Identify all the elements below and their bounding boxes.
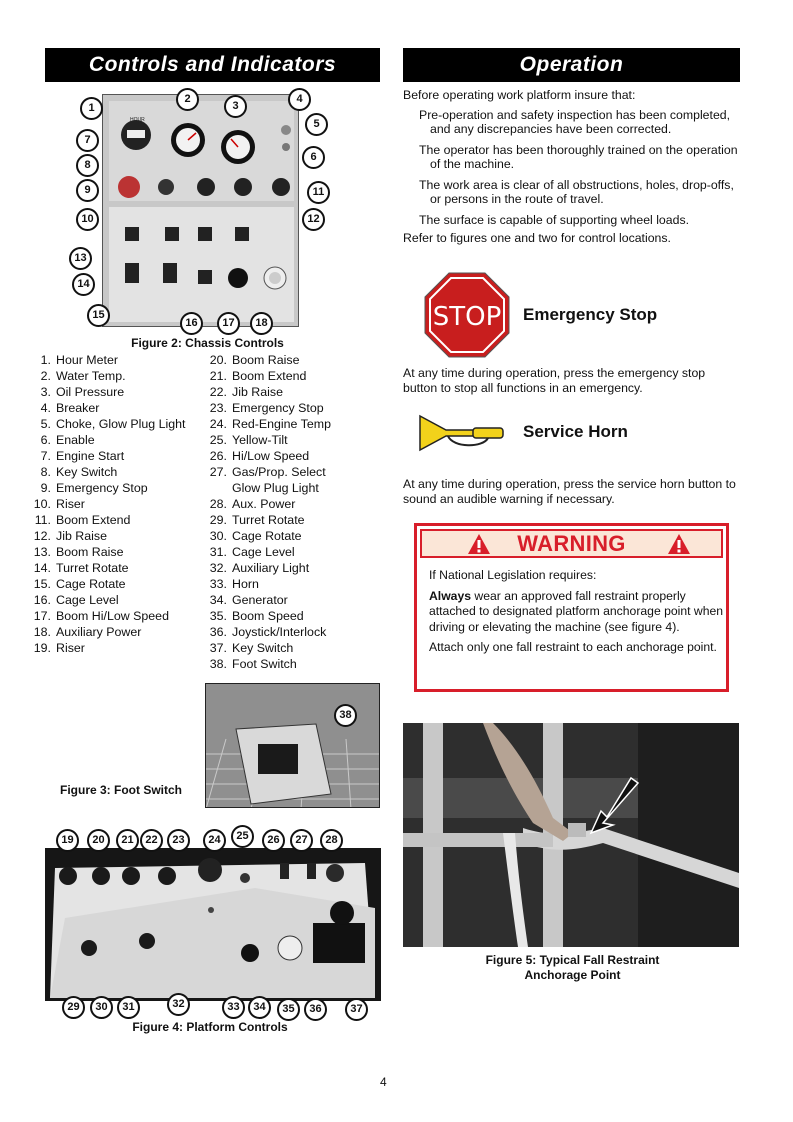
service-horn-text: At any time during operation, press the service horn button to sound an audible warning if necessary. — [403, 477, 736, 506]
page-number: 4 — [380, 1075, 387, 1089]
legend-label: Choke, Glow Plug Light — [56, 417, 186, 431]
legend-label: Generator — [232, 593, 288, 607]
legend-number: 9. — [40, 481, 51, 495]
callout-22: 22 — [140, 829, 163, 852]
legend-label: Riser — [56, 641, 85, 655]
callout-8: 8 — [76, 154, 99, 177]
callout-29: 29 — [62, 996, 85, 1019]
callout-27: 27 — [290, 829, 313, 852]
legend-label: Cage Level — [56, 593, 119, 607]
legend-number: 10. — [33, 497, 51, 511]
callout-4: 4 — [288, 88, 311, 111]
legend-number: 2. — [40, 369, 51, 383]
legend-item — [30, 544, 220, 560]
legend-number: 28. — [209, 497, 227, 511]
legend-label: Cage Rotate — [232, 529, 302, 543]
callout-30: 30 — [90, 996, 113, 1019]
legend-number: 24. — [209, 417, 227, 431]
operation-bullet-1: Pre-operation and safety inspection has been completed, and any discrepancies have been corrected. — [419, 107, 731, 136]
legend-item — [206, 368, 386, 384]
legend-item — [206, 512, 386, 528]
legend-number: 17. — [33, 609, 51, 623]
legend-label: Auxiliary Power — [56, 625, 142, 639]
figure4-caption: Figure 4: Platform Controls — [132, 1020, 288, 1034]
callout-13: 13 — [69, 247, 92, 270]
legend-item — [30, 432, 220, 448]
legend-label: Foot Switch — [232, 657, 297, 671]
legend-item — [206, 400, 386, 416]
legend-number: 12. — [33, 529, 51, 543]
legend-item — [30, 480, 220, 496]
legend-item — [30, 512, 220, 528]
legend-label: Glow Plug Light — [232, 481, 319, 495]
chassis-panel-drawing — [103, 95, 299, 327]
legend-label: Yellow-Tilt — [232, 433, 288, 447]
legend-item — [30, 464, 220, 480]
legend-number: 3. — [40, 385, 51, 399]
legend-number: 35. — [209, 609, 227, 623]
legend-label: Auxiliary Light — [232, 561, 310, 575]
callout-18: 18 — [250, 312, 273, 335]
callout-21: 21 — [116, 829, 139, 852]
legend-item — [206, 656, 386, 672]
callout-2: 2 — [176, 88, 199, 111]
legend-number: 16. — [33, 593, 51, 607]
callout-37: 37 — [345, 998, 368, 1021]
legend-label: Boom Raise — [232, 353, 300, 367]
platform-controls-photo — [45, 848, 381, 1001]
callout-35: 35 — [277, 998, 300, 1021]
callout-23: 23 — [167, 829, 190, 852]
legend-number — [206, 480, 232, 496]
legend-number: 26. — [209, 449, 227, 463]
legend-number: 18. — [33, 625, 51, 639]
operation-intro: Before operating work platform insure that: — [403, 88, 636, 102]
legend-number: 14. — [33, 561, 51, 575]
legend-label: Horn — [232, 577, 259, 591]
callout-28: 28 — [320, 829, 343, 852]
legend-number: 22. — [209, 385, 227, 399]
legend-item — [30, 608, 220, 624]
legend-item — [206, 576, 386, 592]
legend-item — [206, 592, 386, 608]
callout-19: 19 — [56, 829, 79, 852]
callout-1: 1 — [80, 97, 103, 120]
section-title-operation: Operation — [403, 48, 740, 82]
legend-number: 34. — [209, 593, 227, 607]
legend-number: 37. — [209, 641, 227, 655]
legend-item — [206, 448, 386, 464]
legend-label: Cage Rotate — [56, 577, 126, 591]
callout-11: 11 — [307, 181, 330, 204]
legend-label: Engine Start — [56, 449, 125, 463]
legend-item — [206, 480, 386, 496]
legend-label: Gas/Prop. Select — [232, 465, 326, 479]
legend-label: Water Temp. — [56, 369, 126, 383]
legend-number: 19. — [33, 641, 51, 655]
legend-item — [206, 464, 386, 480]
legend-label: Oil Pressure — [56, 385, 125, 399]
callout-20: 20 — [87, 829, 110, 852]
legend-label: Emergency Stop — [232, 401, 324, 415]
legend-label: Jib Raise — [232, 385, 283, 399]
foot-switch-drawing — [206, 684, 380, 808]
legend-number: 1. — [40, 353, 51, 367]
legend-item — [30, 624, 220, 640]
legend-number: 7. — [40, 449, 51, 463]
legend-label: Riser — [56, 497, 85, 511]
legend-item — [30, 640, 220, 656]
legend-label: Enable — [56, 433, 95, 447]
fall-restraint-drawing — [403, 723, 739, 947]
stop-sign-text: STOP — [432, 302, 502, 332]
callout-5: 5 — [305, 113, 328, 136]
callout-10: 10 — [76, 208, 99, 231]
legend-left — [30, 352, 220, 656]
emergency-stop-text: At any time during operation, press the emergency stop button to stop all functions in an emergency. — [403, 366, 706, 395]
legend-item — [206, 496, 386, 512]
platform-panel-drawing — [45, 848, 381, 1001]
legend-number: 15. — [33, 577, 51, 591]
legend-label: Cage Level — [232, 545, 295, 559]
legend-label: Turret Rotate — [56, 561, 129, 575]
warning-line2: wear an approved fall restraint properly attached to designated platform anchorage point when driving or elevating the machine (see figure 4). — [429, 588, 724, 634]
legend-number: 13. — [33, 545, 51, 559]
callout-14: 14 — [72, 273, 95, 296]
legend-item — [30, 352, 220, 368]
callout-31: 31 — [117, 996, 140, 1019]
legend-item — [206, 416, 386, 432]
legend-item — [30, 384, 220, 400]
legend-item — [206, 432, 386, 448]
callout-7: 7 — [76, 129, 99, 152]
legend-item — [30, 592, 220, 608]
section-title-controls: Controls and Indicators — [45, 48, 380, 82]
legend-number: 38. — [209, 657, 227, 671]
legend-item — [30, 368, 220, 384]
warning-line3: Attach only one fall restraint to each anchorage point. — [429, 640, 717, 654]
legend-number: 4. — [40, 401, 51, 415]
legend-label: Boom Extend — [232, 369, 307, 383]
legend-item — [30, 416, 220, 432]
callout-25: 25 — [231, 825, 254, 848]
legend-item — [30, 528, 220, 544]
legend-number: 6. — [40, 433, 51, 447]
emergency-stop-title: Emergency Stop — [523, 305, 658, 324]
legend-label: Hi/Low Speed — [232, 449, 310, 463]
legend-label: Emergency Stop — [56, 481, 148, 495]
legend-number: 20. — [209, 353, 227, 367]
figure3-caption: Figure 3: Foot Switch — [60, 783, 182, 797]
legend-number: 30. — [209, 529, 227, 543]
chassis-controls-photo — [102, 94, 299, 327]
operation-bullet-3: The work area is clear of all obstructions, holes, drop-offs, or persons in the route of travel. — [419, 177, 734, 206]
legend-label: Breaker — [56, 401, 100, 415]
legend-number: 25. — [209, 433, 227, 447]
legend-item — [30, 576, 220, 592]
legend-label: Hour Meter — [56, 353, 118, 367]
callout-15: 15 — [87, 304, 110, 327]
legend-label: Joystick/Interlock — [232, 625, 327, 639]
legend-number: 36. — [209, 625, 227, 639]
operation-section — [403, 88, 738, 246]
warning-band — [420, 529, 723, 558]
legend-label: Boom Hi/Low Speed — [56, 609, 169, 623]
callout-33: 33 — [222, 996, 245, 1019]
warning-line2-wrap — [429, 589, 724, 636]
legend-item — [30, 400, 220, 416]
legend-item — [206, 352, 386, 368]
warning-box — [414, 523, 729, 692]
callout-17: 17 — [217, 312, 240, 335]
warning-line1: If National Legislation requires: — [429, 568, 597, 582]
legend-label: Key Switch — [232, 641, 294, 655]
legend-number: 21. — [209, 369, 227, 383]
legend-label: Turret Rotate — [232, 513, 305, 527]
legend-item — [30, 496, 220, 512]
warning-always: Always — [429, 588, 472, 603]
stop-sign-icon — [424, 272, 510, 358]
callout-9: 9 — [76, 179, 99, 202]
warning-triangle-icon — [667, 533, 691, 555]
callout-32: 32 — [167, 993, 190, 1016]
legend-number: 33. — [209, 577, 227, 591]
legend-item — [206, 528, 386, 544]
callout-36: 36 — [304, 998, 327, 1021]
legend-label: Boom Raise — [56, 545, 124, 559]
fall-restraint-photo — [403, 723, 739, 947]
figure5-caption-line1: Figure 5: Typical Fall Restraint — [485, 953, 660, 967]
callout-6: 6 — [302, 146, 325, 169]
figure2-caption: Figure 2: Chassis Controls — [131, 336, 284, 350]
callout-24: 24 — [203, 829, 226, 852]
warning-body — [429, 568, 724, 656]
legend-label: Aux. Power — [232, 497, 296, 511]
legend-number: 8. — [40, 465, 51, 479]
foot-switch-photo — [205, 683, 380, 808]
operation-refer: Refer to figures one and two for control locations. — [403, 231, 671, 245]
legend-item — [30, 560, 220, 576]
legend-right — [206, 352, 386, 672]
legend-number: 23. — [209, 401, 227, 415]
callout-38: 38 — [334, 704, 357, 727]
legend-label: Boom Speed — [232, 609, 304, 623]
service-horn-title: Service Horn — [523, 422, 628, 441]
legend-number: 31. — [209, 545, 227, 559]
legend-number: 5. — [40, 417, 51, 431]
hour-label: HOUR — [130, 117, 145, 123]
horn-icon — [418, 413, 508, 453]
legend-label: Jib Raise — [56, 529, 107, 543]
callout-26: 26 — [262, 829, 285, 852]
legend-item — [30, 448, 220, 464]
callout-16: 16 — [180, 312, 203, 335]
operation-bullet-4: The surface is capable of supporting wheel loads. — [419, 212, 690, 227]
legend-number: 27. — [209, 465, 227, 479]
legend-number: 32. — [209, 561, 227, 575]
operation-bullet-2: The operator has been thoroughly trained on the operation of the machine. — [419, 142, 738, 171]
legend-item — [206, 608, 386, 624]
figure5-caption-line2: Anchorage Point — [524, 968, 621, 982]
callout-34: 34 — [248, 996, 271, 1019]
legend-label: Key Switch — [56, 465, 118, 479]
legend-item — [206, 544, 386, 560]
callout-12: 12 — [302, 208, 325, 231]
legend-item — [206, 624, 386, 640]
legend-item — [206, 560, 386, 576]
legend-number: 29. — [209, 513, 227, 527]
legend-label: Red-Engine Temp — [232, 417, 331, 431]
callout-3: 3 — [224, 95, 247, 118]
warning-title: WARNING — [517, 531, 626, 556]
legend-item — [206, 640, 386, 656]
legend-label: Boom Extend — [56, 513, 131, 527]
legend-number: 11. — [34, 513, 51, 527]
legend-item — [206, 384, 386, 400]
